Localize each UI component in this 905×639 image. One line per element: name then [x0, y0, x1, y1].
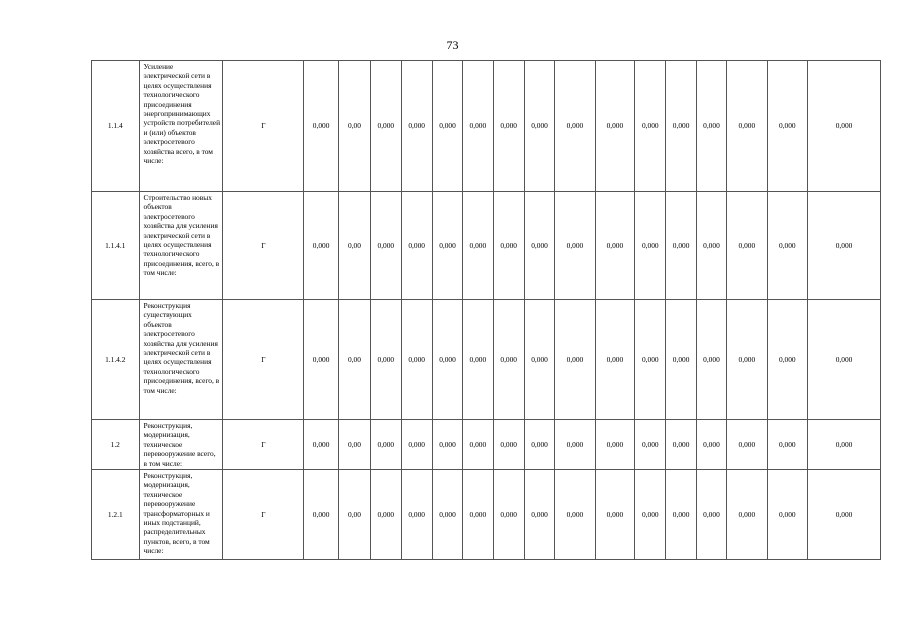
value-cell: 0,000	[371, 61, 401, 192]
value-cell: 0,000	[595, 420, 634, 470]
value-cell: 0,000	[666, 300, 696, 420]
value-cell: 0,000	[432, 420, 462, 470]
value-cell: 0,000	[304, 300, 338, 420]
value-cell: 0,00	[338, 470, 370, 560]
value-cell: 0,000	[696, 300, 726, 420]
value-cell: 0,000	[767, 300, 807, 420]
value-cell: 0,000	[808, 61, 881, 192]
type-cell: Г	[223, 300, 304, 420]
value-cell: 0,000	[432, 470, 462, 560]
value-cell: 0,000	[666, 192, 696, 300]
value-cell: 0,000	[493, 300, 524, 420]
value-cell: 0,000	[493, 61, 524, 192]
value-cell: 0,000	[371, 192, 401, 300]
value-cell: 0,000	[808, 470, 881, 560]
value-cell: 0,000	[635, 192, 666, 300]
row-number-cell: 1.1.4.1	[92, 192, 140, 300]
value-cell: 0,000	[767, 470, 807, 560]
value-cell: 0,000	[666, 470, 696, 560]
table-row	[92, 192, 881, 300]
investment-table	[91, 60, 881, 560]
value-cell: 0,000	[727, 192, 767, 300]
value-cell: 0,000	[463, 300, 493, 420]
value-cell: 0,000	[555, 470, 595, 560]
table-row	[92, 300, 881, 420]
project-name-cell: Реконструкция существующих объектов электросетевого хозяйства для усиления электрической сети в целях осуществления технологического присоединения, всего, в том числе:	[139, 300, 223, 420]
value-cell: 0,000	[727, 470, 767, 560]
value-cell: 0,000	[727, 61, 767, 192]
value-cell: 0,000	[555, 192, 595, 300]
value-cell: 0,000	[595, 300, 634, 420]
value-cell: 0,000	[555, 61, 595, 192]
row-number-cell: 1.1.4	[92, 61, 140, 192]
table-row	[92, 470, 881, 560]
value-cell: 0,000	[463, 470, 493, 560]
value-cell: 0,000	[666, 61, 696, 192]
row-number-cell: 1.2.1	[92, 470, 140, 560]
value-cell: 0,000	[635, 300, 666, 420]
value-cell: 0,000	[696, 470, 726, 560]
table-row	[92, 420, 881, 470]
value-cell: 0,000	[767, 61, 807, 192]
row-number-cell: 1.1.4.2	[92, 300, 140, 420]
value-cell: 0,000	[524, 61, 554, 192]
type-cell: Г	[223, 470, 304, 560]
value-cell: 0,000	[808, 420, 881, 470]
value-cell: 0,00	[338, 300, 370, 420]
value-cell: 0,000	[635, 61, 666, 192]
value-cell: 0,000	[595, 470, 634, 560]
value-cell: 0,000	[304, 420, 338, 470]
value-cell: 0,000	[727, 420, 767, 470]
value-cell: 0,000	[304, 192, 338, 300]
value-cell: 0,000	[524, 300, 554, 420]
value-cell: 0,000	[432, 192, 462, 300]
project-name-cell: Реконструкция, модернизация, техническое перевооружение трансформаторных и иных подстанций, распределительных пунктов, всего, в том числе:	[139, 470, 223, 560]
value-cell: 0,000	[635, 420, 666, 470]
value-cell: 0,00	[338, 420, 370, 470]
value-cell: 0,000	[696, 192, 726, 300]
type-cell: Г	[223, 420, 304, 470]
value-cell: 0,000	[371, 300, 401, 420]
value-cell: 0,000	[595, 61, 634, 192]
value-cell: 0,000	[555, 420, 595, 470]
value-cell: 0,000	[493, 192, 524, 300]
row-number-cell: 1.2	[92, 420, 140, 470]
project-name-cell: Реконструкция, модернизация, техническое перевооружение всего, в том числе:	[139, 420, 223, 470]
project-name-cell: Строительство новых объектов электросетевого хозяйства для усиления электрической сети в целях осуществления технологического присоединения, всего, в том числе:	[139, 192, 223, 300]
value-cell: 0,000	[401, 300, 432, 420]
value-cell: 0,000	[304, 470, 338, 560]
value-cell: 0,000	[555, 300, 595, 420]
value-cell: 0,000	[401, 470, 432, 560]
value-cell: 0,000	[767, 420, 807, 470]
value-cell: 0,000	[666, 420, 696, 470]
value-cell: 0,000	[432, 61, 462, 192]
value-cell: 0,000	[696, 420, 726, 470]
value-cell: 0,000	[493, 420, 524, 470]
value-cell: 0,00	[338, 61, 370, 192]
value-cell: 0,000	[635, 470, 666, 560]
value-cell: 0,000	[401, 192, 432, 300]
type-cell: Г	[223, 61, 304, 192]
value-cell: 0,000	[463, 420, 493, 470]
value-cell: 0,000	[767, 192, 807, 300]
value-cell: 0,000	[371, 470, 401, 560]
value-cell: 0,000	[371, 420, 401, 470]
table-row	[92, 61, 881, 192]
value-cell: 0,000	[727, 300, 767, 420]
value-cell: 0,000	[524, 192, 554, 300]
value-cell: 0,000	[463, 192, 493, 300]
value-cell: 0,000	[808, 192, 881, 300]
value-cell: 0,000	[696, 61, 726, 192]
page-number: 73	[446, 38, 459, 52]
type-cell: Г	[223, 192, 304, 300]
value-cell: 0,000	[401, 61, 432, 192]
project-name-cell: Усиление электрической сети в целях осуществления технологического присоединения энергопринимающих устройств потребителей и (или) объектов электросетевого хозяйства всего, в том числе:	[139, 61, 223, 192]
value-cell: 0,00	[338, 192, 370, 300]
value-cell: 0,000	[304, 61, 338, 192]
value-cell: 0,000	[401, 420, 432, 470]
value-cell: 0,000	[808, 300, 881, 420]
value-cell: 0,000	[524, 470, 554, 560]
value-cell: 0,000	[432, 300, 462, 420]
value-cell: 0,000	[595, 192, 634, 300]
value-cell: 0,000	[463, 61, 493, 192]
value-cell: 0,000	[524, 420, 554, 470]
value-cell: 0,000	[493, 470, 524, 560]
